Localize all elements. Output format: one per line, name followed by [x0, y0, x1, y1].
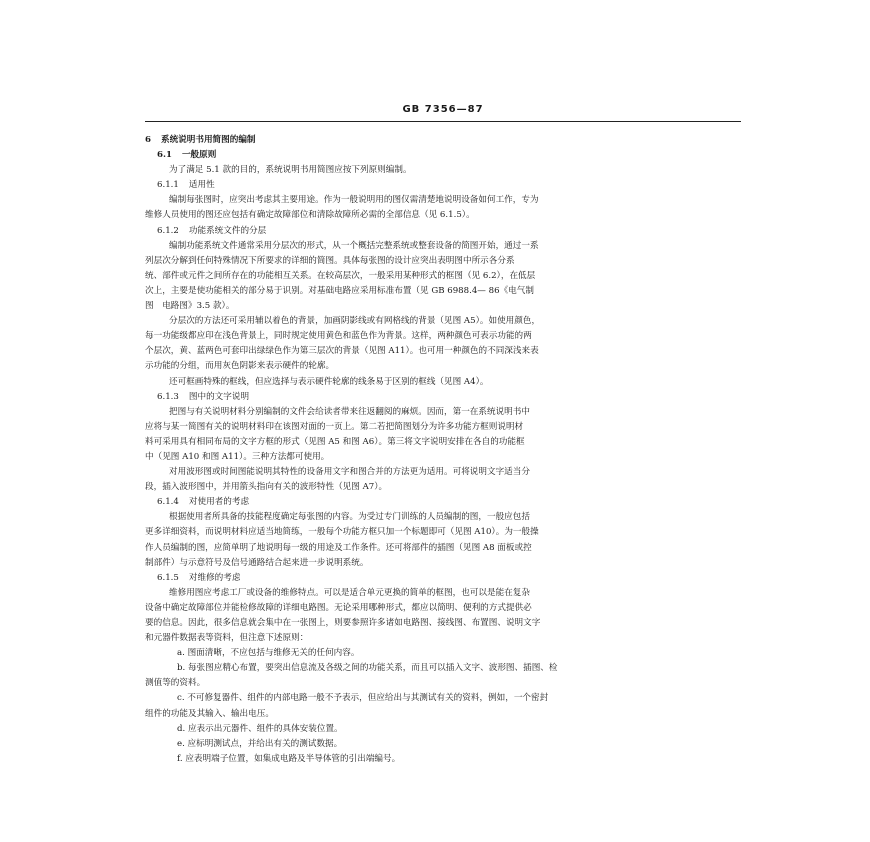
paragraph-line: 次上，主要是使功能相关的部分易于识别。对基础电路应采用标准布置（见 GB 6988.4— 86《电气制	[145, 285, 534, 296]
document-body	[145, 133, 741, 767]
paragraph-line: 段，插入波形图中，并用箭头指向有关的波形特性（见图 A7）。	[145, 482, 388, 493]
subsection-title: 对使用者的考虑	[188, 497, 250, 508]
subsection-heading	[145, 148, 741, 163]
paragraph-line: 统、部件或元件之间所存在的功能相互关系。在较高层次，一般采用某种形式的框图（见 6.2），在低层	[145, 270, 536, 281]
list-item-line: 测值等的资料。	[145, 678, 206, 689]
section-number: 6	[145, 135, 151, 145]
subsection-number: 6.1.1	[157, 180, 179, 191]
paragraph-line: 图 电路图》3.5 款）。	[145, 301, 235, 312]
paragraph-line: 个层次，黄、蓝两色可套印出绿绿色作为第三层次的背景（见图 A11）。也可用一种颜色的不同深浅来表	[145, 346, 539, 357]
subsection-number: 6.1.2	[157, 225, 179, 236]
list-item-line: b. 每张图应精心布置，要突出信息流及各级之间的功能关系，而且可以插入文字、波形图、插图、检	[177, 663, 558, 674]
paragraph-line: 更多详细资料，而说明材料应适当地简练，一般每个功能方框只加一个标题即可（见图 A10）。为一般操	[145, 527, 539, 538]
subsection-heading	[145, 571, 741, 586]
paragraph-line: 制部件）与示意符号及信号通路结合起来进一步说明系统。	[145, 557, 369, 568]
paragraph-line: 设备中确定故障部位并能检修故障的详细电路图。无论采用哪种形式，都应以简明、便利的方式提供必	[145, 602, 532, 613]
subsection-number: 6.1	[157, 150, 172, 161]
subsection-title: 功能系统文件的分层	[188, 225, 267, 236]
paragraph-line: 要的信息。因此，很多信息就会集中在一张图上，则要参照许多诸如电路图、接线图、布置图、说明文字	[145, 618, 541, 628]
section-title-text: 系统说明书用简图的编制	[160, 135, 256, 145]
subsection-title: 对维修的考虑	[188, 572, 241, 583]
list-item-line: a. 图面清晰，不应包括与维修无关的任何内容。	[177, 648, 360, 659]
standard-header: GB 7356—87	[402, 104, 484, 115]
paragraph-line: 分层次的方法还可采用辅以着色的背景，加画阴影线或有网格线的背景（见图 A5）。如使用颜色，	[169, 316, 541, 327]
subsection-title: 图中的文字说明	[188, 391, 250, 402]
subsection-title: 一般原则	[181, 150, 217, 161]
paragraph-line: 对用波形图或时间图能说明其特性的设备用文字和图合并的方法更为适用。可将说明文字适当分	[169, 467, 530, 478]
subsection-heading	[145, 495, 741, 510]
paragraph-line: 还可框画特殊的框线，但应选择与表示硬件轮廓的线条易于区别的框线（见图 A4）。	[169, 376, 489, 387]
section-title	[145, 133, 741, 148]
paragraph-line: 把图与有关说明材料分别编制的文件会给读者带来往返翻阅的麻烦。因而，第一在系统说明书中	[169, 406, 530, 417]
paragraph-line: 示功能的分组，而用灰色阴影来表示硬件的轮廓。	[145, 361, 335, 372]
list-item-line: e. 应标明测试点，并给出有关的测试数据。	[177, 738, 343, 749]
paragraph-line: 编制每张图时，应突出考虑其主要用途。作为一般说明用的图仅需清楚地说明设备如何工作，专为	[169, 195, 539, 206]
paragraph-line: 应将与某一简图有关的说明材料印在该图对面的一页上。第二若把简图划分为许多功能方框则说明材	[145, 421, 524, 432]
paragraph-line: 维修人员使用的图还应包括有确定故障部位和清除故障所必需的全部信息（见 6.1.5）。	[145, 210, 475, 221]
paragraph-line: 编制功能系统文件通常采用分层次的形式，从一个概括完整系统或整套设备的简图开始，通过一系	[169, 240, 539, 251]
paragraph-line: 维修用图应考虑工厂或设备的维修特点。可以是适合单元更换的简单的框图，也可以是能在复杂	[169, 587, 530, 598]
paragraph-line: 根据使用者所具备的技能程度确定每张图的内容。为受过专门训练的人员编制的图，一般应包括	[169, 512, 530, 523]
paragraph-line: 料可采用具有相同布局的文字方框的形式（见图 A5 和图 A6）。第三将文字说明安排在各自的功能框	[145, 436, 525, 447]
subsection-heading	[145, 178, 741, 193]
paragraph-line: 作人员编制的图，应简单明了地说明每一级的用途及工作条件。还可将部件的插图（见图 A8 面板或控	[145, 542, 532, 553]
paragraph-line: 为了满足 5.1 款的目的，系统说明书用简图应按下列原则编制。	[169, 165, 412, 176]
subsection-heading	[145, 224, 741, 239]
list-item-line: c. 不可修复器件、组件的内部电路一般不予表示，但应给出与其测试有关的资料，例如，一个密封	[177, 693, 549, 704]
subsection-number: 6.1.3	[157, 391, 179, 402]
subsection-title: 适用性	[188, 180, 215, 191]
list-item-line: f. 应表明端子位置，如集成电路及半导体管的引出端编号。	[177, 753, 401, 764]
list-item-line: d. 应表示出元器件、组件的具体安装位置。	[177, 723, 343, 734]
paragraph-line: 列层次分解到任何特殊情况下所要求的详细的简图。具体每张图的设计应突出表明图中所示各分系	[145, 255, 515, 266]
header-rule	[145, 121, 741, 122]
paragraph-line: 和元器件数据表等资料，但注意下述原则：	[145, 633, 309, 644]
subsection-heading	[145, 390, 741, 405]
subsection-number: 6.1.5	[157, 572, 179, 583]
list-item-line: 组件的功能及其输入、输出电压。	[145, 708, 274, 719]
subsection-number: 6.1.4	[157, 497, 179, 508]
paragraph-line: 中（见图 A10 和图 A11）。三种方法都可使用。	[145, 451, 330, 462]
paragraph-line: 每一功能级都应印在浅色背景上，同时规定使用黄色和蓝色作为背景。这样，两种颜色可表示功能的两	[145, 331, 532, 342]
